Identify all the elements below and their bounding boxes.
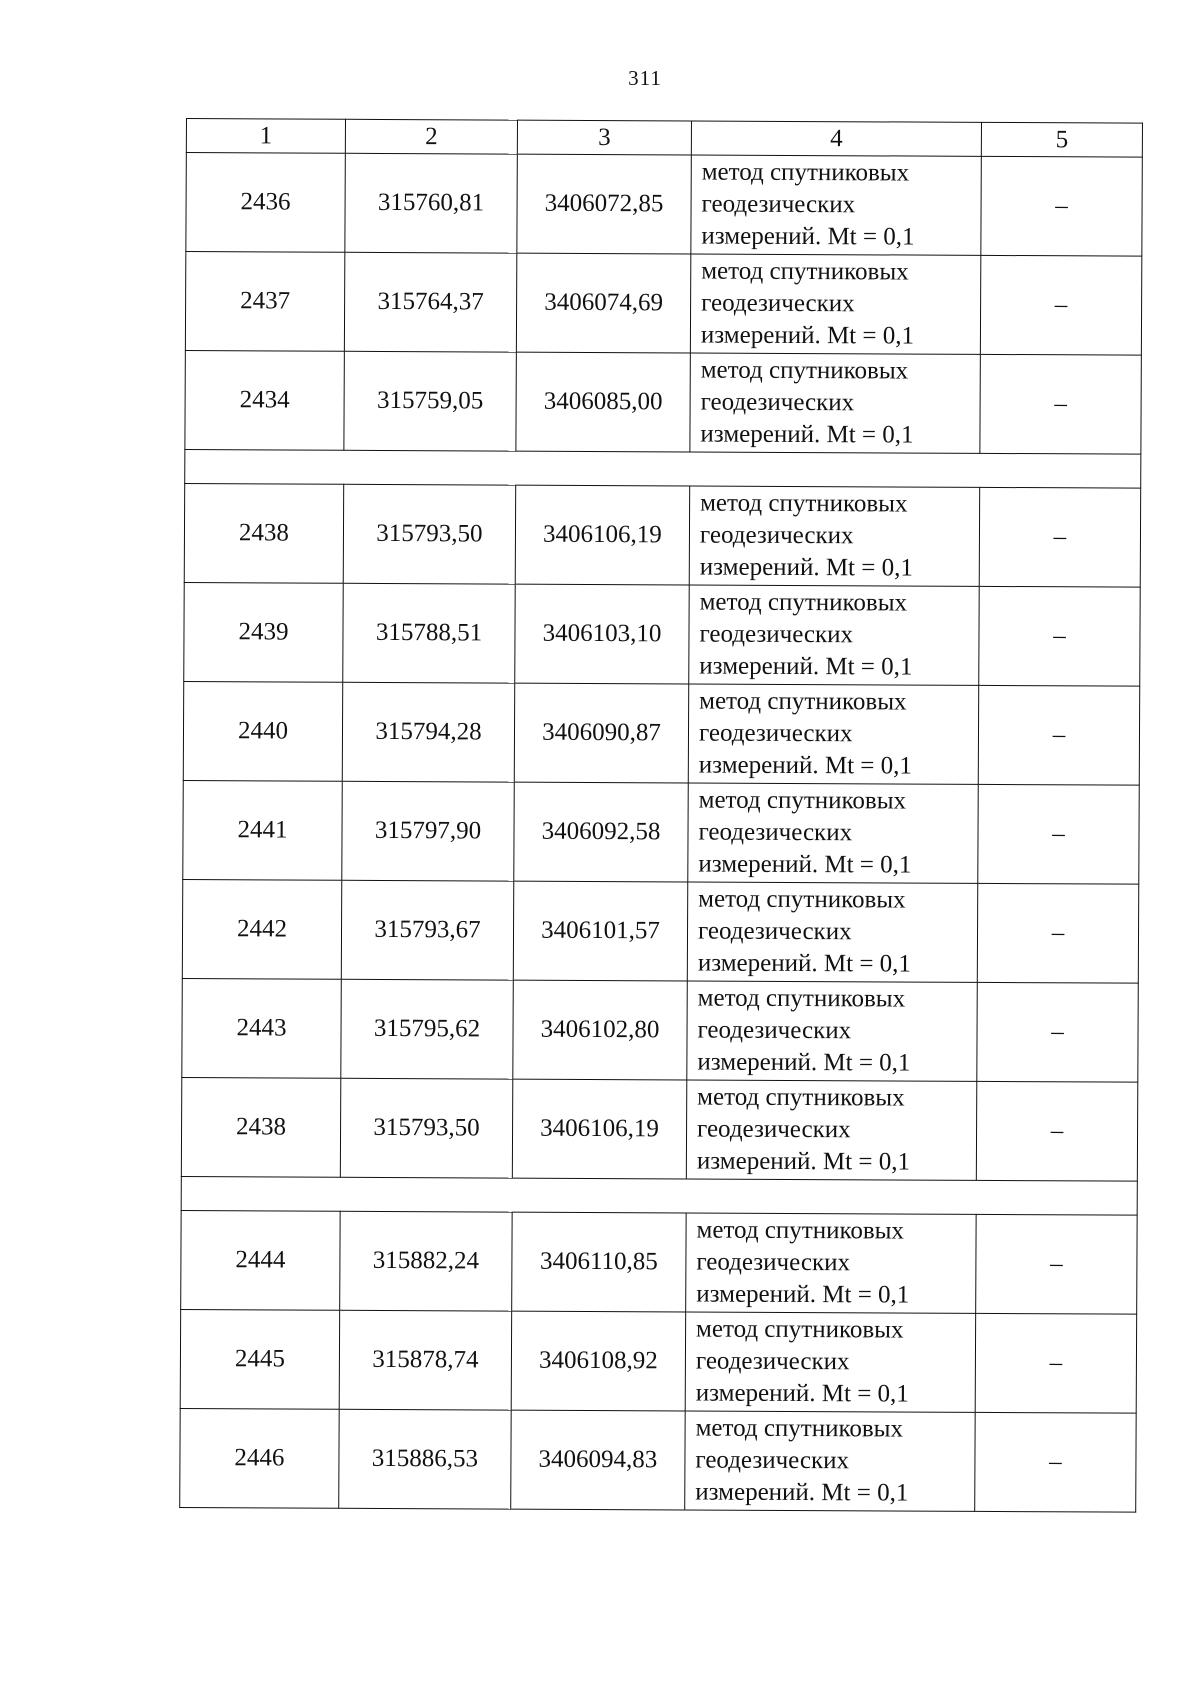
method-description-line: метод спутниковых xyxy=(699,687,907,716)
point-number-cell: 2437 xyxy=(185,252,344,352)
table-row xyxy=(186,153,1142,257)
x-coordinate-cell: 315882,24 xyxy=(340,1211,512,1311)
note-cell xyxy=(981,156,1142,256)
x-coordinate-cell: 315793,50 xyxy=(340,1078,512,1178)
point-number-cell: 2442 xyxy=(182,879,341,979)
note-cell xyxy=(978,685,1139,785)
dash-mark: – xyxy=(1052,721,1066,749)
y-coordinate-cell: 3406110,85 xyxy=(512,1212,686,1312)
point-number-cell: 2434 xyxy=(185,350,344,450)
method-description-cell xyxy=(686,1213,976,1313)
dash-mark: – xyxy=(1051,919,1065,947)
method-description-line: метод спутниковых xyxy=(698,786,907,815)
coordinates-table xyxy=(179,118,1143,1513)
method-description-line: метод спутниковых xyxy=(701,158,910,187)
method-description-line: измерений. Mt = 0,1 xyxy=(700,321,915,350)
method-description-cell xyxy=(686,1080,976,1180)
method-description-line: геодезических xyxy=(695,1347,850,1376)
method-description-cell xyxy=(688,783,978,883)
method-description-line: измерений. Mt = 0,1 xyxy=(695,1379,909,1408)
dash-mark: – xyxy=(1054,291,1068,319)
method-description-cell xyxy=(689,585,979,685)
note-cell xyxy=(975,1313,1136,1413)
method-description-line: геодезических xyxy=(695,1446,850,1475)
method-description-line: геодезических xyxy=(701,190,856,219)
table-row xyxy=(181,1077,1137,1181)
column-header: 1 xyxy=(186,119,345,154)
method-description-cell xyxy=(689,486,979,586)
method-description-line: измерений. Mt = 0,1 xyxy=(698,751,912,780)
x-coordinate-cell: 315764,37 xyxy=(344,252,516,352)
x-coordinate-cell: 315794,28 xyxy=(342,682,514,782)
table-row xyxy=(184,582,1140,686)
method-description-line: метод спутниковых xyxy=(699,588,908,617)
note-cell xyxy=(975,1412,1136,1512)
point-number-cell: 2436 xyxy=(186,153,345,253)
x-coordinate-cell: 315878,74 xyxy=(339,1310,511,1410)
method-description-line: геодезических xyxy=(696,1115,851,1144)
y-coordinate-cell: 3406103,10 xyxy=(515,584,689,684)
method-description-line: геодезических xyxy=(697,917,852,946)
group-separator-cell xyxy=(181,1176,1137,1215)
table-row xyxy=(181,1210,1137,1314)
method-description-line: измерений. Mt = 0,1 xyxy=(700,420,914,449)
point-number-cell: 2438 xyxy=(181,1077,340,1177)
table-row xyxy=(183,780,1139,884)
dash-mark: – xyxy=(1050,1117,1064,1145)
note-cell xyxy=(979,487,1140,587)
dash-mark: – xyxy=(1053,523,1067,551)
table-row xyxy=(180,1408,1136,1512)
table-body xyxy=(180,119,1143,1513)
x-coordinate-cell: 315793,67 xyxy=(341,880,513,980)
y-coordinate-cell: 3406094,83 xyxy=(511,1410,685,1510)
method-description-line: геодезических xyxy=(698,818,853,847)
column-header: 4 xyxy=(691,121,981,156)
method-description-line: геодезических xyxy=(700,388,855,417)
method-description-line: измерений. Mt = 0,1 xyxy=(699,652,913,681)
dash-mark: – xyxy=(1050,1250,1063,1278)
method-description-line: метод спутниковых xyxy=(698,885,906,914)
x-coordinate-cell: 315759,05 xyxy=(344,351,516,451)
method-description-line: измерений. Mt = 0,1 xyxy=(701,222,915,251)
dash-mark: – xyxy=(1053,622,1066,650)
x-coordinate-cell: 315788,51 xyxy=(343,583,515,683)
note-cell xyxy=(980,255,1141,355)
method-description-line: измерений. Mt = 0,1 xyxy=(698,850,912,879)
method-description-line: метод спутниковых xyxy=(696,1216,905,1245)
column-header: 2 xyxy=(345,119,517,154)
method-description-line: геодезических xyxy=(698,719,853,748)
method-description-line: геодезических xyxy=(701,289,855,318)
method-description-line: метод спутниковых xyxy=(696,1315,904,1344)
method-description-line: геодезических xyxy=(697,1016,852,1045)
y-coordinate-cell: 3406102,80 xyxy=(513,980,687,1080)
note-cell xyxy=(977,883,1138,983)
method-description-cell xyxy=(691,155,981,255)
table-row xyxy=(182,978,1138,1082)
point-number-cell: 2445 xyxy=(180,1309,339,1409)
method-description-line: измерений. Mt = 0,1 xyxy=(695,1478,909,1507)
point-number-cell: 2441 xyxy=(183,780,342,880)
table-row xyxy=(182,879,1138,983)
method-description-cell xyxy=(685,1312,975,1412)
dash-mark: – xyxy=(1052,820,1065,848)
point-number-cell: 2446 xyxy=(180,1408,339,1508)
table-row xyxy=(184,483,1140,587)
method-description-line: метод спутниковых xyxy=(700,356,909,385)
note-cell xyxy=(979,586,1140,686)
note-cell xyxy=(978,784,1139,884)
x-coordinate-cell: 315795,62 xyxy=(341,979,513,1079)
y-coordinate-cell: 3406106,19 xyxy=(512,1079,686,1179)
group-separator-row xyxy=(181,1176,1137,1215)
method-description-cell xyxy=(685,1411,975,1511)
y-coordinate-cell: 3406092,58 xyxy=(514,782,688,882)
column-header: 5 xyxy=(981,122,1142,157)
dash-mark: – xyxy=(1055,192,1068,220)
method-description-cell xyxy=(690,254,980,354)
y-coordinate-cell: 3406072,85 xyxy=(517,154,691,254)
note-cell xyxy=(980,354,1141,454)
point-number-cell: 2439 xyxy=(184,582,343,682)
point-number-cell: 2440 xyxy=(183,681,342,781)
method-description-line: метод спутниковых xyxy=(697,984,906,1013)
dash-mark: – xyxy=(1051,1018,1064,1046)
x-coordinate-cell: 315886,53 xyxy=(339,1409,511,1509)
note-cell xyxy=(976,1214,1137,1314)
method-description-cell xyxy=(690,353,980,453)
method-description-line: измерений. Mt = 0,1 xyxy=(696,1147,911,1176)
method-description-line: измерений. Mt = 0,1 xyxy=(697,949,912,978)
method-description-cell xyxy=(687,981,977,1081)
table-row xyxy=(185,252,1141,356)
method-description-cell xyxy=(687,882,977,982)
dash-mark: – xyxy=(1049,1448,1062,1476)
method-description-line: геодезических xyxy=(696,1248,851,1277)
table-header-row xyxy=(186,119,1142,158)
table-row xyxy=(185,350,1141,454)
page-number: 311 xyxy=(628,66,662,90)
column-header: 3 xyxy=(517,120,691,155)
method-description-line: метод спутниковых xyxy=(695,1414,904,1443)
note-cell xyxy=(977,982,1138,1082)
y-coordinate-cell: 3406085,00 xyxy=(516,352,690,452)
method-description-line: измерений. Mt = 0,1 xyxy=(699,553,913,582)
y-coordinate-cell: 3406106,19 xyxy=(515,485,689,585)
y-coordinate-cell: 3406090,87 xyxy=(514,683,688,783)
x-coordinate-cell: 315797,90 xyxy=(342,781,514,881)
x-coordinate-cell: 315793,50 xyxy=(343,484,515,584)
table-row xyxy=(180,1309,1136,1413)
method-description-line: геодезических xyxy=(699,521,854,550)
point-number-cell: 2444 xyxy=(181,1210,340,1310)
dash-mark: – xyxy=(1049,1349,1063,1377)
method-description-line: измерений. Mt = 0,1 xyxy=(697,1048,911,1077)
method-description-line: измерений. Mt = 0,1 xyxy=(696,1280,910,1309)
note-cell xyxy=(976,1081,1137,1181)
method-description-line: геодезических xyxy=(699,620,854,649)
y-coordinate-cell: 3406074,69 xyxy=(516,253,690,353)
x-coordinate-cell: 315760,81 xyxy=(345,153,517,253)
method-description-line: метод спутниковых xyxy=(700,489,908,518)
method-description-line: метод спутниковых xyxy=(701,257,909,286)
y-coordinate-cell: 3406108,92 xyxy=(511,1311,685,1411)
table-row xyxy=(183,681,1139,785)
method-description-cell xyxy=(688,684,978,784)
dash-mark: – xyxy=(1054,390,1067,418)
method-description-line: метод спутниковых xyxy=(697,1083,905,1112)
group-separator-row xyxy=(185,449,1141,488)
point-number-cell: 2443 xyxy=(182,978,341,1078)
y-coordinate-cell: 3406101,57 xyxy=(513,881,687,981)
point-number-cell: 2438 xyxy=(184,483,343,583)
group-separator-cell xyxy=(185,449,1141,488)
